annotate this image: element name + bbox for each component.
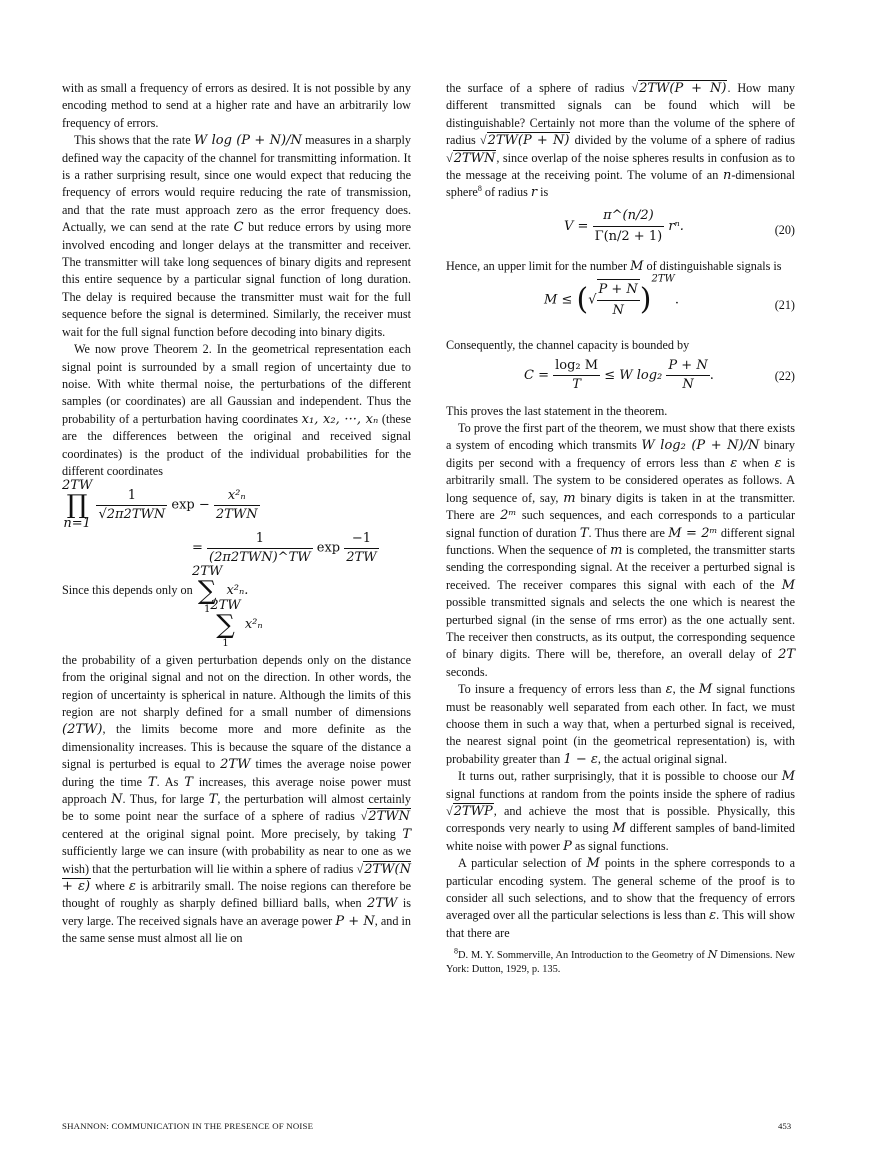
paragraph: This proves the last statement in the theorem.	[446, 403, 668, 418]
sum-operator: 2TW ∑ 1	[210, 597, 241, 649]
equation-22: C = $\frac{\text{log₂ M}}{T}$ ≤ W log₂ $\frac{P + N}{N}$ . (22)	[524, 357, 795, 392]
paragraph: It turns out, rather surprisingly, that it is possible to choose our M signal functions at random from the points inside the sphere of radius √2TWP, and achieve the most that is possible. Physically, this corresponds very nearly to using M different samples of band-limited white noise with power P as signal functions.	[446, 769, 796, 854]
paragraph: the surface of a sphere of radius √2TW(P + N). How many different transmitted signals can be found which will be distinguishable? Certainly not more than the volume of the sphere of radius √2TW(P + N) divided by the volume of a sphere of radius √2TWN, since overlap of the noise spheres results in confusion as to the message at the receiving point. The volume of an n-dimensional sphere$^8$ of radius r is	[446, 81, 796, 201]
right-column	[446, 80, 795, 977]
paragraph: Since this depends only on	[62, 583, 193, 598]
equation-20: V = $\frac{\pi\^{}(n/2)}{\Gamma(n/2 + 1)}$ rⁿ. (20)	[564, 207, 795, 244]
equation-product: 2TW ∏ n=1 $\frac{1}{\text{√2π2TWN}}$ exp − $\frac{\text{x²ₙ}}{\text{2TWN}}$	[62, 478, 258, 532]
equation-number: (21)	[774, 298, 795, 313]
paragraph: A particular selection of M points in the sphere corresponds to a particular encoding system. The general scheme of the proof is to consider all such selections, and to show that the frequency of errors averaged over all the particular selections is less than ε. This will show that there are	[446, 856, 795, 940]
paragraph: To insure a frequency of errors less than ε, the M signal functions must be reasonably well separated from each other. In fact, we must choose them in such a way that, when a perturbed signal is received, the nearest signal point (in the geometrical representation) is, with probability greater than 1 − ε, the actual original signal.	[446, 682, 795, 767]
product-operator: 2TW ∏ n=1	[62, 478, 93, 532]
paragraph: We now prove Theorem 2. In the geometrical representation each signal point is surrounded by a small region of uncertainty due to noise. With white thermal noise, the perturbations of the different samples (or coordinates) are all Gaussian and independent. Thus the probability of a perturbation having coordinates x₁, x₂, ···, xₙ (these are the differences between the original and received signal coordinates) is the product of the individual probabilities for the different coordinates	[62, 342, 411, 478]
sum-operator: 2TW ∑ 1	[192, 564, 223, 616]
paragraph: Consequently, the channel capacity is bounded by	[446, 338, 690, 353]
left-column	[62, 80, 411, 948]
paragraph: To prove the first part of the theorem, we must show that there exists a system of encoding which transmits W log₂ (P + N)/N binary digits per second with a frequency of errors less than ε when ε is arbitrarily small. The system to be considered operates as follows. A long sequence of, say, m binary digits is taken in at the transmitter. There are 2ᵐ such sequences, and each corresponds to a particular signal function of duration T. Thus there are M = 2ᵐ different signal functions. When the sequence of m is completed, the transmitter starts sending the corresponding signal. At the receiver a perturbed signal is received. The receiver compares this signal with each of the M possible transmitted signals and selects the one which is nearest the perturbed signal (in the sense of rms error) as the one actually sent. The receiver then constructs, as its output, the corresponding sequence of binary digits. There will be, therefore, an overall delay of 2T seconds.	[446, 421, 796, 679]
paragraph: the probability of a given perturbation depends only on the distance from the original signal and not on the direction. In other words, the region of uncertainty is spherical in nature. Although the limits of this region are not sharply defined for a small number of dimensions (2TW), the limits become more and more definite as the dimensionality increases. This is because the square of the distance a signal is perturbed is equal to 2TW times the average noise power during the time T. As T increases, this average noise power must approach N. Thus, for large T, the perturbation will almost certainly be to some point near the surface of a sphere of radius √2TWN centered at the original signal point. More precisely, by taking T sufficiently large we can insure (with probability as near to one as we wish) that the perturbation will lie within a sphere of radius √2TW(N + ε) where ε is arbitrarily small. The noise regions can therefore be thought of roughly as sharply defined billiard balls, when 2TW is very large. The received signals have an average power P + N, and in the same sense must almost all lie on	[62, 652, 412, 946]
paragraph: with as small a frequency of errors as desired. It is not possible by any encoding method to send at a higher rate and have an arbitrarily low frequency of errors.	[62, 81, 411, 130]
paragraph: This shows that the rate W log (P + N)/N measures in a sharply defined way the capacity of the channel for transmitting information. It is a rather surprising result, since one would expect that reducing the frequency of errors would require reducing the rate of transmission, and that the rate must approach zero as the error frequency does. Actually, we can send at the rate C but reduce errors by using more involved encoding and longer delays at the transmitter and receiver. The transmitter will take long sequences of binary digits and represent this entire sequence by a particular signal function of long duration. The delay is required because the transmitter must wait for the full sequence before the signal is determined. Similarly, the receiver must wait for the full signal function before decoding into binary digits.	[62, 133, 411, 339]
equation-number: (22)	[774, 368, 795, 383]
footnote: $^8$D. M. Y. Sommerville, An Introduction to the Geometry of N Dimensions. New York: Dutton, 1929, p. 135.	[446, 946, 795, 976]
paragraph: Hence, an upper limit for the number M of distinguishable signals is	[446, 258, 782, 274]
equation-number: (20)	[774, 222, 795, 237]
page-number: 453	[778, 1121, 792, 1131]
running-title: SHANNON: COMMUNICATION IN THE PRESENCE OF NOISE	[62, 1121, 314, 1131]
equation-product-result: = $\frac{1}{\text{(2π2TWN)\textasciicircum{}TW}}$ exp $\frac{-1}{2TW}$ 2TW ∑ 1 x²ₙ.	[192, 531, 377, 616]
equation-21: M ≤ (√ $\frac{P + N}{N}$ )$^{2TW}$. (21)	[446, 275, 795, 337]
equation-sum: 2TW ∑ 1 x²ₙ	[210, 597, 263, 649]
